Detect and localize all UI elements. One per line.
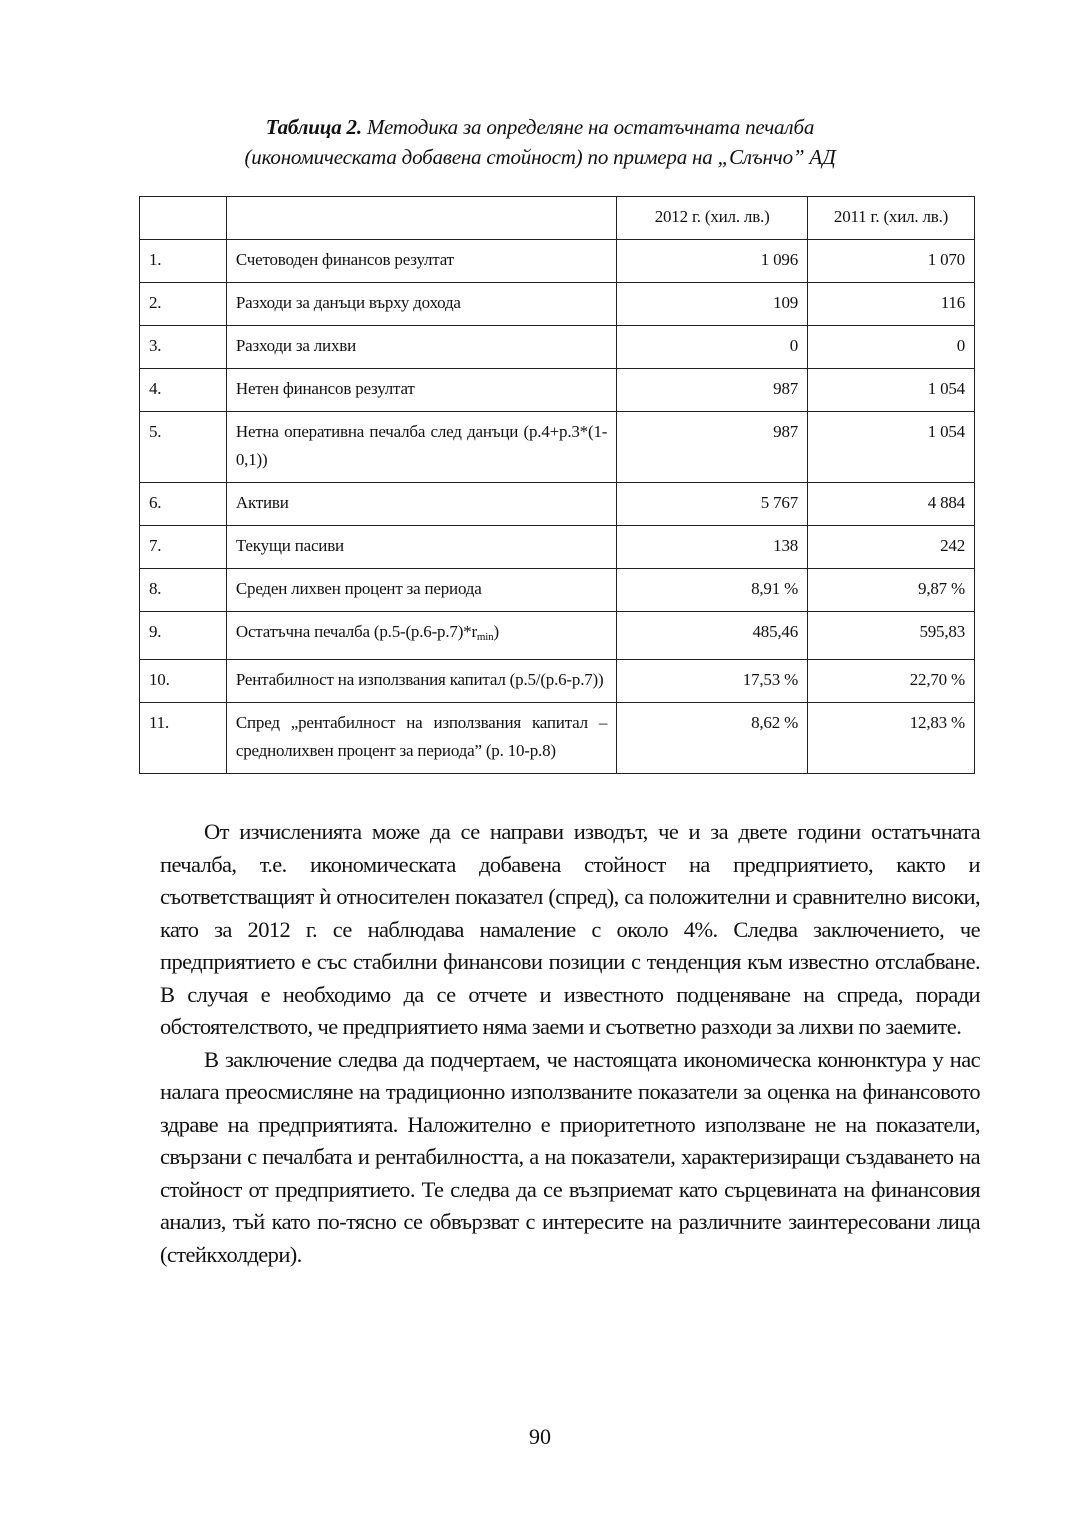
row-number: 10. [140, 660, 227, 703]
value-2011: 12,83 % [808, 703, 975, 774]
value-2011: 242 [808, 526, 975, 569]
row-number: 3. [140, 326, 227, 369]
table-row [140, 412, 975, 483]
row-number: 4. [140, 369, 227, 412]
paragraph: От изчисленията може да се направи изводът, че и за двете години остатъчната печалба, т.е. икономическата добавена стойност на предприятието, както и съответстващият ѝ относителен показател (спред), са положителни и сравнително високи, като за 2012 г. се наблюдава намаление с около 4%. Следва заключението, че предприятието е със стабилни финансови позиции с тенденция към известно отслабване. В случая е необходимо да се отчете и известното подценяване на спреда, поради обстоятелството, че предприятието няма заеми и съответно разходи за лихви по заемите. [160, 819, 980, 1039]
header-label [226, 197, 616, 240]
value-2011: 4 884 [808, 483, 975, 526]
row-label [226, 612, 616, 660]
caption-label: Таблица 2. [265, 115, 362, 139]
row-label: Спред „рентабилност на използвания капитал – среднолихвен процент за периода” (р. 10-р.8) [226, 703, 616, 774]
value-2012: 138 [617, 526, 808, 569]
value-2011: 22,70 % [808, 660, 975, 703]
row-label-main: Остатъчна печалба (р.5-(р.6-р.7)*r [235, 622, 477, 641]
table-row [140, 569, 975, 612]
table-row [140, 240, 975, 283]
table-row [140, 660, 975, 703]
caption-line-2: (икономическата добавена стойност) по примера на „Слънчо” АД [244, 145, 836, 169]
row-label: Разходи за данъци върху дохода [226, 283, 616, 326]
value-2011: 595,83 [808, 612, 975, 660]
row-label: Нетен финансов резултат [226, 369, 616, 412]
row-label-close: ) [493, 622, 499, 641]
value-2012: 8,62 % [617, 703, 808, 774]
header-num [140, 197, 227, 240]
table-header-row [140, 197, 975, 240]
value-2012: 987 [617, 412, 808, 483]
row-number: 8. [140, 569, 227, 612]
row-number: 1. [140, 240, 227, 283]
eva-methodology-table [139, 196, 975, 774]
value-2012: 5 767 [617, 483, 808, 526]
table-row [140, 369, 975, 412]
value-2012: 8,91 % [617, 569, 808, 612]
table-row [140, 703, 975, 774]
row-number: 5. [140, 412, 227, 483]
value-2011: 0 [808, 326, 975, 369]
value-2012: 17,53 % [617, 660, 808, 703]
value-2011: 1 054 [808, 412, 975, 483]
header-2012: 2012 г. (хил. лв.) [617, 197, 808, 240]
value-2012: 109 [617, 283, 808, 326]
row-number: 7. [140, 526, 227, 569]
row-label: Среден лихвен процент за периода [226, 569, 616, 612]
row-number: 9. [140, 612, 227, 660]
row-number: 11. [140, 703, 227, 774]
value-2011: 1 054 [808, 369, 975, 412]
table-row [140, 526, 975, 569]
value-2011: 9,87 % [808, 569, 975, 612]
row-label: Нетна оперативна печалба след данъци (р.4+р.3*(1-0,1)) [226, 412, 616, 483]
value-2011: 116 [808, 283, 975, 326]
value-2012: 0 [617, 326, 808, 369]
value-2012: 1 096 [617, 240, 808, 283]
header-2011: 2011 г. (хил. лв.) [808, 197, 975, 240]
paragraph: В заключение следва да подчертаем, че настоящата икономическа конюнктура у нас налага преосмисляне на традиционно използваните показатели за оценка на финансовото здраве на предприятията. Наложително е приоритетното използване не на показатели, свързани с печалбата и рентабилността, а на показатели, характеризиращи създаването на стойност от предприятието. Те следва да се възприемат като сърцевината на финансовия анализ, тъй като по-тясно се обвързват с интересите на различните заинтересовани лица (стейкхолдери). [160, 1046, 980, 1267]
row-number: 6. [140, 483, 227, 526]
row-label: Активи [226, 483, 616, 526]
row-label: Текущи пасиви [226, 526, 616, 569]
table-row [140, 612, 975, 660]
row-label: Счетоводен финансов резултат [226, 240, 616, 283]
row-number: 2. [140, 283, 227, 326]
table-caption [0, 112, 1080, 172]
value-2012: 485,46 [617, 612, 808, 660]
caption-title: Методика за определяне на остатъчната печалба [361, 115, 815, 139]
table-row [140, 483, 975, 526]
row-label: Рентабилност на използвания капитал (р.5/(р.6-р.7)) [226, 660, 616, 703]
value-2012: 987 [617, 369, 808, 412]
caption-line-1 [0, 112, 1080, 142]
value-2011: 1 070 [808, 240, 975, 283]
row-label: Разходи за лихви [226, 326, 616, 369]
body-text [160, 816, 980, 1271]
table-row [140, 283, 975, 326]
row-label-subscript: min [476, 631, 494, 643]
page-number: 90 [529, 1424, 551, 1449]
table-row [140, 326, 975, 369]
